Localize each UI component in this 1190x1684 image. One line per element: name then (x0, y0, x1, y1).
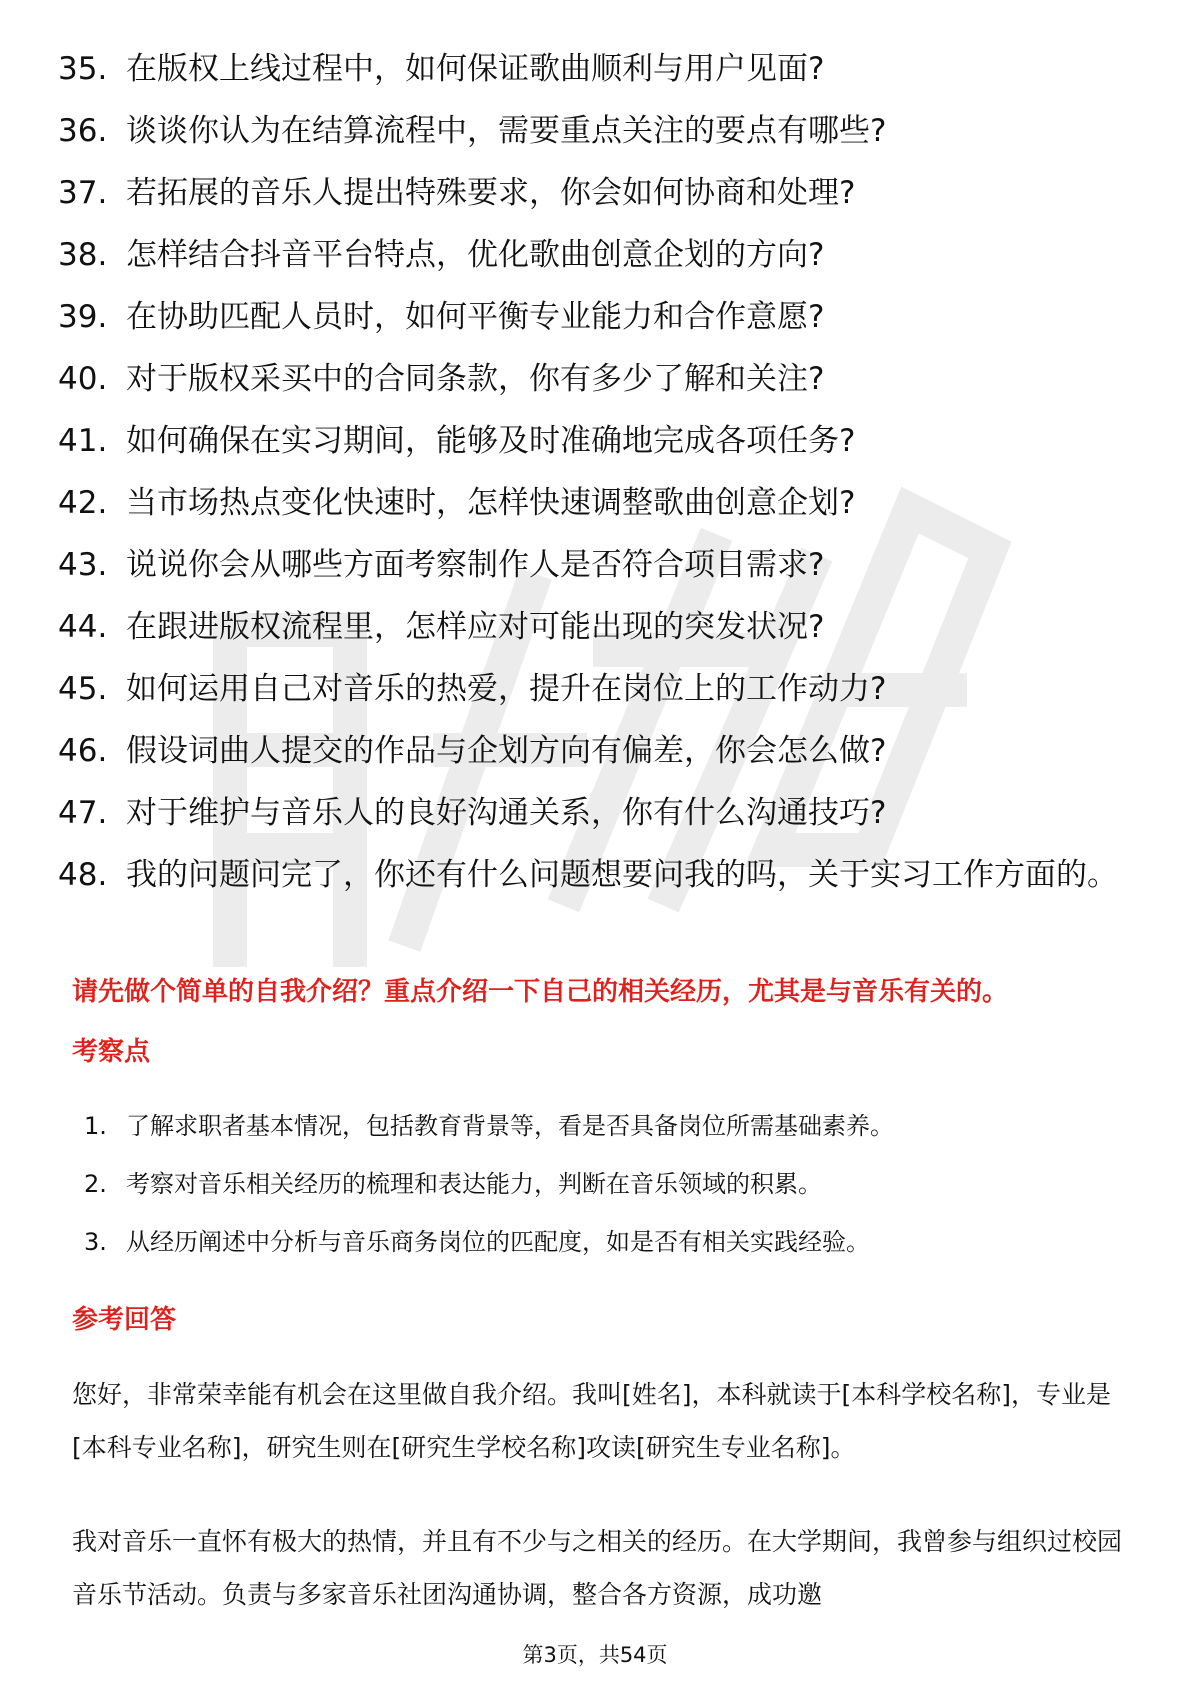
interview-question-heading: 请先做个简单的自我介绍？重点介绍一下自己的相关经历，尤其是与音乐有关的。 (72, 977, 1009, 1007)
item-text: 怎样结合抖音平台特点，优化歌曲创意企划的方向? (126, 237, 825, 273)
item-text: 对于版权采买中的合同条款，你有多少了解和关注? (126, 361, 825, 397)
item-text: 谈谈你认为在结算流程中，需要重点关注的要点有哪些? (126, 113, 887, 149)
list-item (58, 232, 1138, 279)
item-text: 我的问题问完了，你还有什么问题想要问我的吗，关于实习工作方面的。 (126, 857, 1118, 893)
list-item (58, 294, 1138, 341)
list-item (58, 170, 1138, 217)
answer-paragraph: 您好，非常荣幸能有机会在这里做自我介绍。我叫[姓名]，本科就读于[本科学校名称]，专业是[本科专业名称]，研究生则在[研究生学校名称]攻读[研究生专业名称]。 (72, 1380, 1112, 1462)
item-text: 考察对音乐相关经历的梳理和表达能力，判断在音乐领域的积累。 (126, 1170, 822, 1198)
item-number: 41. (58, 423, 108, 459)
item-text: 从经历阐述中分析与音乐商务岗位的匹配度，如是否有相关实践经验。 (126, 1228, 870, 1256)
item-number: 43. (58, 547, 108, 583)
question-list (58, 46, 1138, 914)
item-text: 如何确保在实习期间，能够及时准确地完成各项任务? (126, 423, 856, 459)
item-number: 3. (84, 1228, 107, 1256)
item-number: 45. (58, 671, 108, 707)
list-item (58, 542, 1138, 589)
item-number: 44. (58, 609, 108, 645)
item-number: 37. (58, 175, 108, 211)
list-item (58, 790, 1138, 837)
list-item (58, 666, 1138, 713)
item-text: 在版权上线过程中，如何保证歌曲顺利与用户见面? (126, 51, 825, 87)
list-item (58, 604, 1138, 651)
list-item (58, 852, 1138, 899)
item-text: 在协助匹配人员时，如何平衡专业能力和合作意愿? (126, 299, 825, 335)
answer-paragraph: 我对音乐一直怀有极大的热情，并且有不少与之相关的经历。在大学期间，我曾参与组织过校园音乐节活动。负责与多家音乐社团沟通协调，整合各方资源，成功邀 (72, 1527, 1123, 1609)
item-text: 若拓展的音乐人提出特殊要求，你会如何协商和处理? (126, 175, 856, 211)
page-footer: 第3页，共54页 (522, 1643, 668, 1667)
item-number: 36. (58, 113, 108, 149)
item-number: 1. (84, 1112, 107, 1140)
section-heading-cankaohuida: 参考回答 (72, 1305, 177, 1335)
list-item (84, 1166, 1124, 1202)
item-number: 39. (58, 299, 108, 335)
list-item (84, 1224, 1124, 1260)
item-number: 35. (58, 51, 108, 87)
item-number: 2. (84, 1170, 107, 1198)
item-number: 46. (58, 733, 108, 769)
item-text: 在跟进版权流程里，怎样应对可能出现的突发状况? (126, 609, 825, 645)
item-text: 了解求职者基本情况，包括教育背景等，看是否具备岗位所需基础素养。 (126, 1112, 894, 1140)
list-item (58, 108, 1138, 155)
section-heading-kaochadian: 考察点 (72, 1037, 151, 1067)
item-number: 38. (58, 237, 108, 273)
item-number: 42. (58, 485, 108, 521)
list-item (84, 1108, 1124, 1144)
item-text: 对于维护与音乐人的良好沟通关系，你有什么沟通技巧? (126, 795, 887, 831)
item-text: 如何运用自己对音乐的热爱，提升在岗位上的工作动力? (126, 671, 887, 707)
list-item (58, 46, 1138, 93)
item-text: 假设词曲人提交的作品与企划方向有偏差，你会怎么做? (126, 733, 887, 769)
item-number: 47. (58, 795, 108, 831)
list-item (58, 356, 1138, 403)
list-item (58, 728, 1138, 775)
list-item (58, 418, 1138, 465)
list-item (58, 480, 1138, 527)
assessment-points-list (84, 1108, 1124, 1282)
item-text: 说说你会从哪些方面考察制作人是否符合项目需求? (126, 547, 825, 583)
item-number: 40. (58, 361, 108, 397)
item-text: 当市场热点变化快速时，怎样快速调整歌曲创意企划? (126, 485, 856, 521)
item-number: 48. (58, 857, 108, 893)
